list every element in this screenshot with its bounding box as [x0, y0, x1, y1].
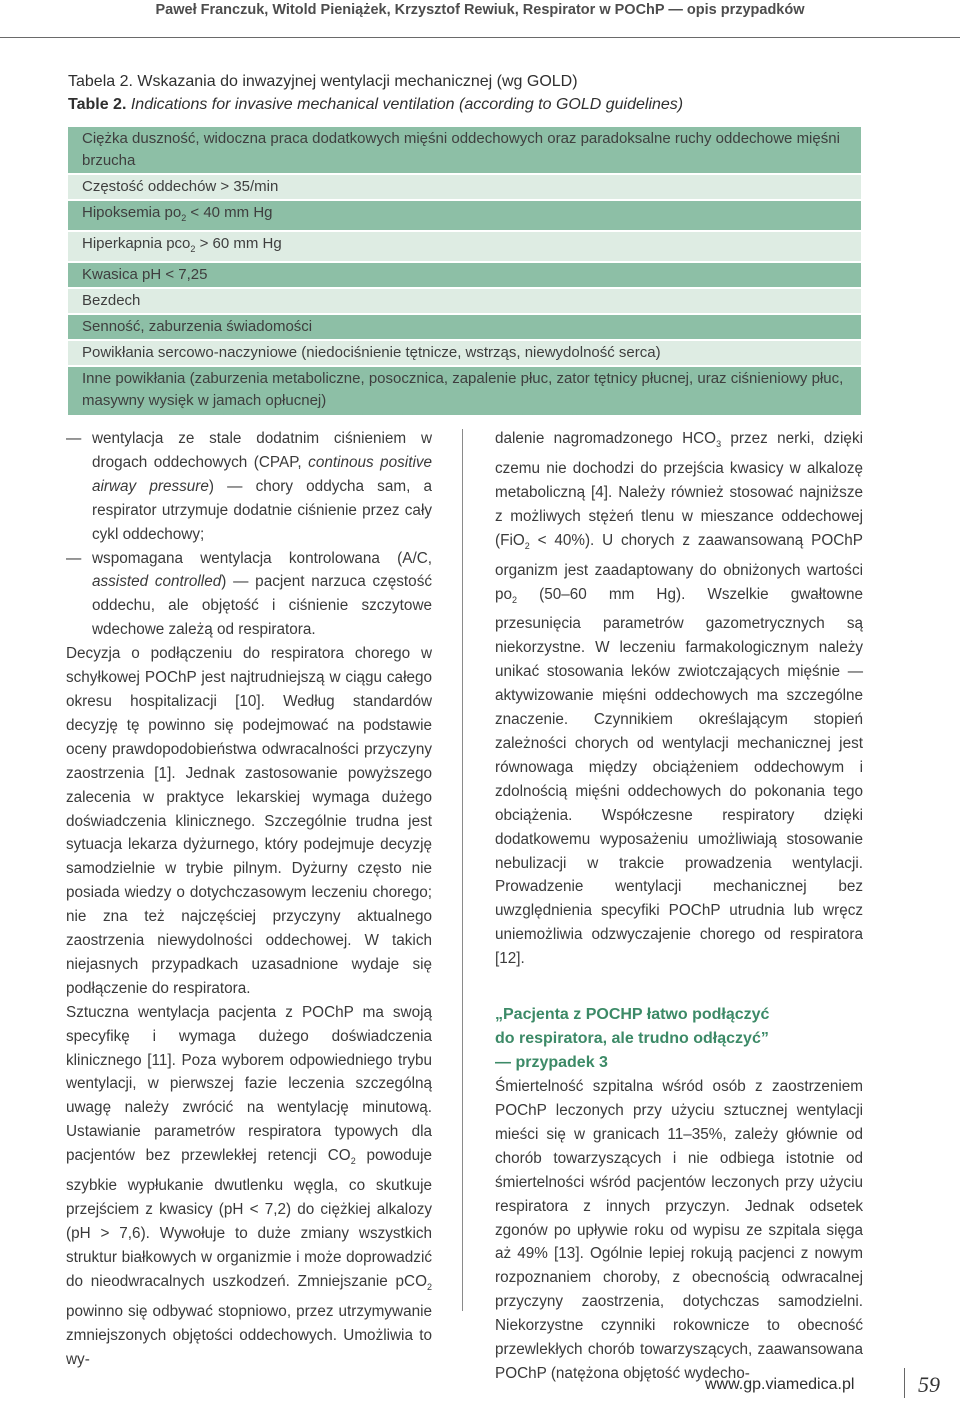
table-cell-rest: > 60 mm Hg: [195, 235, 282, 252]
dash-bullet: —: [66, 430, 82, 447]
section-heading: [495, 1003, 863, 1075]
table-cell-rest: < 40 mm Hg: [186, 204, 273, 221]
footer-divider: [904, 1368, 905, 1398]
list-text: ) — pacjent narzuca częstość oddechu, ale objętość i ciśnienie szczytowe wdechowe zależą od respiratora.: [92, 573, 432, 639]
table-row: [68, 263, 861, 287]
table-caption-en-text: Indications for invasive mechanical ventilation (according to GOLD guidelines): [130, 96, 684, 113]
subscript: 2: [350, 1156, 356, 1167]
table-cell: Ciężka duszność, widoczna praca dodatkowych mięśni oddechowych oraz paradoksalne ruchy oddechowe mięśni brzucha: [82, 130, 840, 169]
dash-bullet: —: [66, 549, 82, 567]
column-divider: [462, 429, 463, 1311]
footer-url: www.gp.viamedica.pl: [705, 1376, 855, 1393]
paragraph-text: (50–60 mm Hg). Wszelkie gwałtowne przesunięcia parametrów gazometrycznych są niekorzystne. W leczeniu farmakologicznym należy unikać stosowania leków zwiotczających mięśnie — aktywizowanie mięśni oddechowych ma szczególne znaczenie. Czynnikiem określającym stopień zależności chorych od wentylacji mechanicznej jest równowaga między obciążeniem oddechowym i zdolnością mięśni oddechowych do pokonania tego obciążenia. Współczesne respiratory dzięki dodatkowemu wyposażeniu umożliwiają stosowanie nebulizacji w trakcie prowadzenia wentylacji. Prowadzenie wentylacji mechanicznej bez uwzględnienia specyfiki POChP utrudnia lub wręcz uniemożliwia odzwyczajenie chorego od respiratora [12].: [495, 585, 863, 968]
list-item: [66, 547, 432, 643]
list-text: wspomagana wentylacja kontrolowana (A/C,: [92, 549, 432, 567]
table-caption: [68, 70, 868, 116]
table-cell: Bezdech: [82, 292, 141, 309]
paragraph: Śmiertelność szpitalna wśród osób z zaostrzeniem POChP leczonych przy użyciu sztucznej wentylacji mieści się w granicach 11–35%, zależy głównie od chorób towarzyszących i nie odbiega istotnie od śmiertelności wśród pacjentów leczonych przy użyciu respiratora z innych przyczyn. Jednak odsetek zgonów po upływie roku od wypisu ze szpitala sięga aż 49% [13]. Ogólnie lepiej rokują pacjenci z nowym rozpoznaniem choroby, z obecnością odwracalnej przyczyny zaostrzenia, dotychczas samodzielni. Niekorzystne czynniki rokownicze to obecność przewlekłych chorób towarzyszących, zaawansowana POChP (natężona objętość wydecho-: [495, 1078, 863, 1382]
table-row: [68, 367, 861, 415]
right-column: [495, 427, 863, 1386]
table-row: [68, 127, 861, 173]
heading-line: „Pacjenta z POCHP łatwo podłączyć: [495, 1006, 770, 1024]
paragraph-text: przez nerki, dzięki czemu nie dochodzi do przejścia kwasicy w alkalozę metaboliczną [4]. Należy również stosować najniższe z możliwych stężeń tlenu w mieszance oddechowej (FiO: [495, 430, 863, 549]
list-text-italic: continous positive airway pressure: [92, 453, 433, 495]
subscript: 2: [524, 540, 530, 551]
subscript: 2: [512, 594, 518, 605]
table-cell: Powikłania sercowo-naczyniowe (niedociśnienie tętnicze, wstrząs, niewydolność serca): [82, 344, 661, 361]
table-caption-pl: Tabela 2. Wskazania do inwazyjnej wentylacji mechanicznej (wg GOLD): [68, 73, 578, 90]
gold-indications-table: [68, 127, 861, 415]
running-header: [0, 0, 960, 38]
subscript: 3: [716, 439, 722, 450]
table-row: [68, 175, 861, 199]
list-text: ) — chory oddycha sam, a respirator utrzymuje dodatnie ciśnienie przez cały cykl oddechowy;: [92, 477, 432, 543]
page-number: 59: [918, 1372, 940, 1397]
table-row: [68, 232, 861, 261]
list-text-italic: assisted controlled: [92, 573, 222, 591]
paragraph-text: dalenie nagromadzonego HCO: [495, 430, 717, 447]
table-cell: Senność, zaburzenia świadomości: [82, 318, 313, 335]
table-row: [68, 201, 861, 230]
table-cell: Hipoksemia po: [82, 204, 182, 221]
running-title: Paweł Franczuk, Witold Pieniążek, Krzysztof Rewiuk, Respirator w POChP — opis przypadków: [155, 2, 805, 18]
heading-line: — przypadek 3: [495, 1054, 608, 1072]
table-cell: Hiperkapnia pco: [82, 235, 191, 252]
table-row: [68, 315, 861, 339]
paragraph-text: powoduje szybkie wypłukanie dwutlenku węgla, co skutkuje przejściem z kwasicy (pH < 7,2) do ciężkiej alkalozy (pH > 7,6). Wywołuje to duże zmiany wszystkich struktur białkowych w organizmie i może doprowadzić do nieodwracalnych uszkodzeń. Zmniejszanie pCO: [66, 1147, 432, 1290]
paragraph-text: < 40%). U chorych z zaawansowaną POChP organizm jest zaadaptowany do obniżonych wartości po: [495, 531, 863, 603]
table-cell: Inne powikłania (zaburzenia metaboliczne, posocznica, zapalenie płuc, zator tętnicy płucnej, uraz ciśnieniowy płuc, masywny wysięk w jamach opłucnej): [82, 370, 844, 409]
table-caption-en-label: Table 2.: [68, 96, 127, 113]
heading-line: do respiratora, ale trudno odłączyć”: [495, 1030, 769, 1048]
table-caption-en: [68, 93, 868, 116]
table-cell: Częstość oddechów > 35/min: [82, 178, 279, 195]
paragraph: Decyzja o podłączeniu do respiratora chorego w schyłkowej POChP jest najtrudniejszą w ciągu całego okresu hospitalizacji [10]. Według standardów decyzję tę powinno się podejmować na podstawie oceny prawdopodobieństwa odwracalności przyczyny zaostrzenia [1]. Jednak zastosowanie powyższego zalecenia w praktyce lekarskiej wymaga dużego doświadczenia klinicznego. Szczególnie trudna jest sytuacja lekarza dyżurnego, który podejmuje decyzję samodzielnie w trybie pilnym. Dyżurny często nie posiada wiedzy o dotychczasowym leczeniu chorego; nie zna też najczęściej przyczyny aktualnego zaostrzenia niewydolności oddechowej. W takich niejasnych przypadkach uzasadnione wydaje się podłączenie do respiratora.: [66, 645, 432, 997]
paragraph-text: Sztuczna wentylacja pacjenta z POChP ma swoją specyfikę i wymaga dużego doświadczenia klinicznego [11]. Poza wyborem odpowiedniego trybu wentylacji, w pierwszej fazie leczenia szczególną uwagę należy zwrócić na wentylację minutową. Ustawianie parametrów respiratora typowych dla pacjentów bez przewlekłej retencji CO: [66, 1003, 432, 1165]
list-text: wentylacja ze stale dodatnim ciśnieniem w drogach oddechowych (CPAP,: [92, 430, 432, 471]
paragraph: [495, 427, 863, 971]
subscript: 2: [181, 213, 187, 223]
table-cell: Kwasica pH < 7,25: [82, 266, 208, 283]
subscript: 2: [190, 244, 196, 254]
list-item: [66, 427, 432, 547]
table-row: [68, 341, 861, 365]
table-row: [68, 289, 861, 313]
paragraph: [66, 1001, 432, 1372]
left-column: [66, 427, 432, 1371]
subscript: 2: [426, 1281, 432, 1292]
paragraph-text: powinno się odbywać stopniowo, przez utrzymywanie zmniejszonych objętości oddechowych. Umożliwia to wy-: [66, 1302, 432, 1368]
